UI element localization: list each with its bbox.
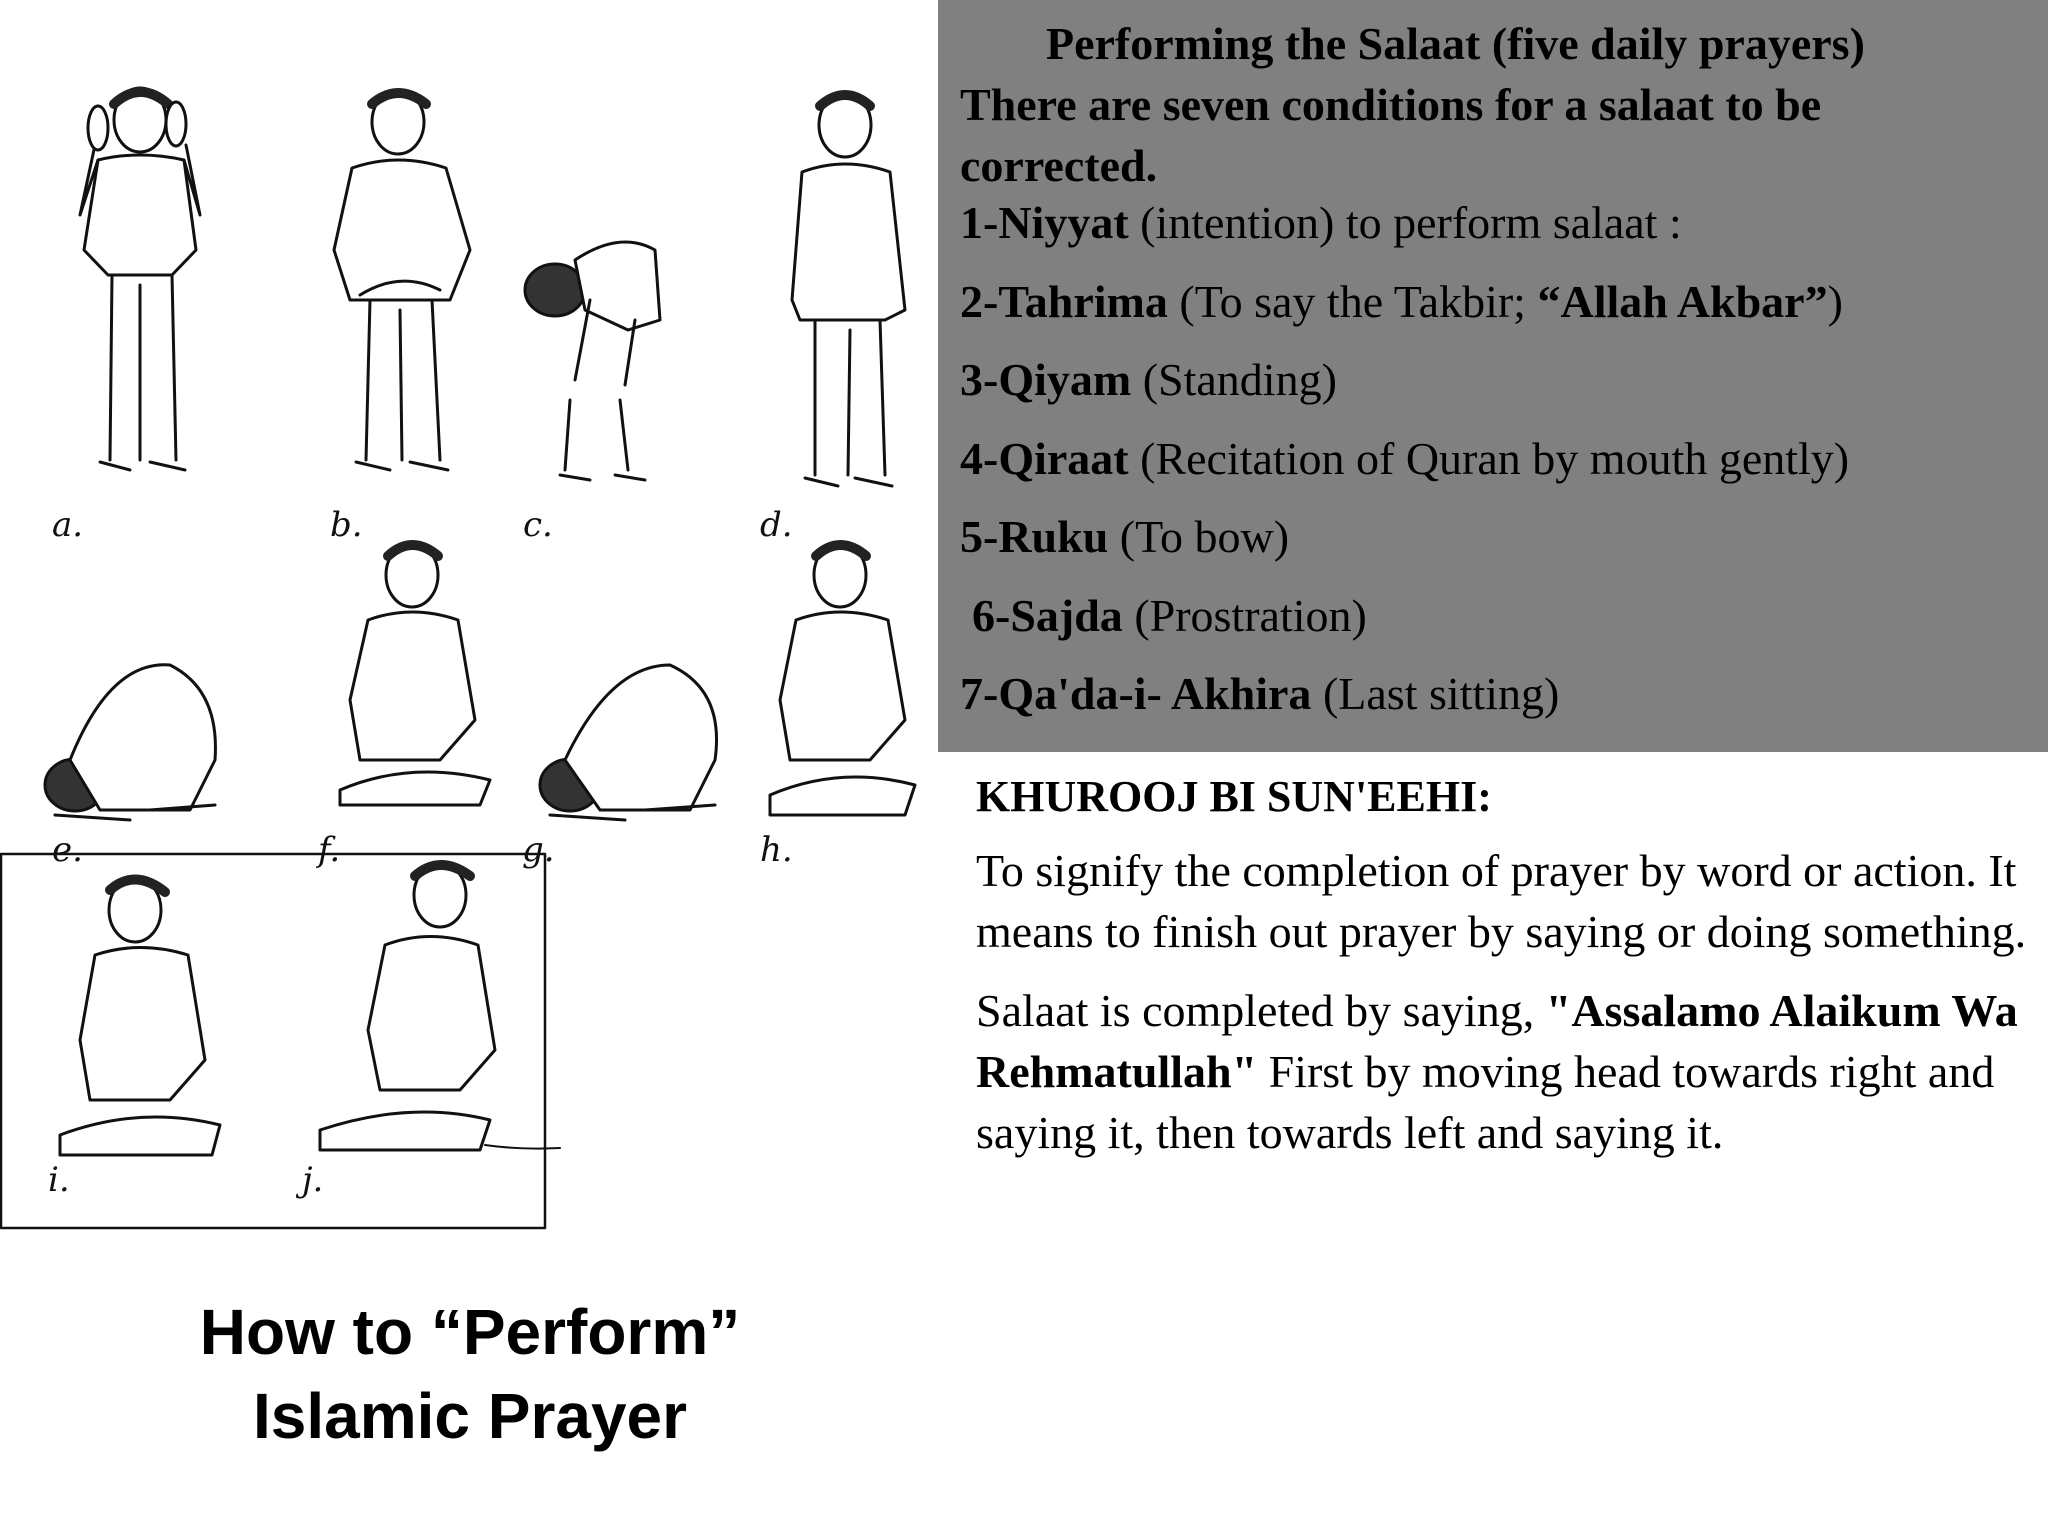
figure-g-sajda	[540, 665, 717, 820]
figure-d-standing	[792, 93, 905, 486]
figure-label-f: f.	[318, 830, 341, 870]
conditions-panel	[938, 0, 2048, 752]
khurooj-heading: KHUROOJ BI SUN'EEHI:	[976, 772, 1492, 821]
figure-label-a: a.	[52, 505, 84, 545]
condition-qiyam: 3-Qiyam (Standing)	[960, 354, 1337, 405]
illustration-panel	[0, 0, 938, 1536]
prayer-positions-illustration	[0, 0, 938, 1240]
khurooj-section	[976, 770, 2036, 1181]
prayer-title-line2: Islamic Prayer	[252, 1380, 688, 1452]
figure-label-e: e.	[52, 830, 83, 870]
figure-e-sajda	[45, 665, 215, 820]
condition-qiraat: 4-Qiraat (Recitation of Quran by mouth gently)	[960, 432, 1850, 484]
figure-j-salam-left	[320, 863, 560, 1150]
condition-niyyat: 1-Niyyat (intention) to perform salaat :	[960, 197, 1682, 248]
condition-tahrima: 2-Tahrima (To say the Takbir; “Allah Akbar”)	[960, 275, 1843, 327]
figure-c-ruku	[525, 242, 660, 480]
prayer-title-line1: How to “Perform”	[199, 1296, 741, 1368]
figure-label-b: b.	[330, 505, 363, 545]
figure-label-c: c.	[523, 505, 553, 545]
condition-sajda: 6-Sajda (Prostration)	[972, 589, 1367, 641]
conditions-intro: There are seven conditions for a salaat to be corrected.	[960, 79, 1822, 191]
figure-a-takbir	[80, 88, 200, 470]
prayer-title	[120, 1290, 820, 1458]
figure-b-qiyam	[334, 90, 470, 470]
figure-label-h: h.	[760, 830, 793, 870]
condition-ruku: 5-Ruku (To bow)	[960, 511, 1290, 562]
figure-i-salam-right	[60, 878, 220, 1155]
khurooj-definition: To signify the completion of prayer by word or action. It means to finish out prayer by saying or doing something.	[976, 845, 2027, 957]
figure-label-d: d.	[760, 505, 793, 545]
condition-qada-akhira: 7-Qa'da-i- Akhira (Last sitting)	[960, 668, 1560, 719]
figure-label-j: j.	[302, 1160, 324, 1200]
khurooj-salam-instruction: Salaat is completed by saying, "Assalamo Alaikum Wa Rehmatullah" First by moving head towards right and saying it, then towards left and saying it.	[976, 985, 2018, 1158]
figure-label-i: i.	[48, 1160, 70, 1200]
conditions-heading: Performing the Salaat (five daily prayers)	[1046, 18, 1865, 69]
figure-f-sitting	[340, 543, 490, 805]
figure-h-sitting	[770, 543, 915, 815]
figure-label-g: g.	[522, 830, 555, 870]
